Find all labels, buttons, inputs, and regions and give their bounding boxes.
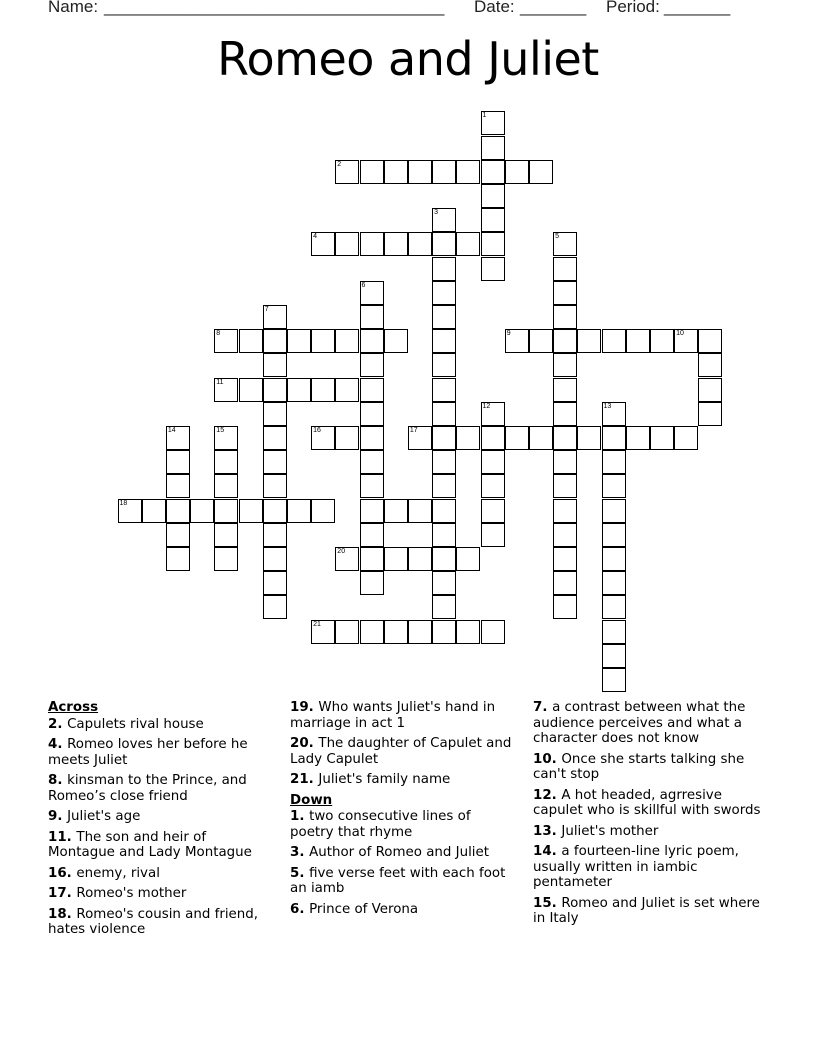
clue-number: 6 bbox=[361, 281, 366, 289]
grid-cell[interactable] bbox=[384, 547, 408, 571]
grid-cell[interactable] bbox=[529, 160, 553, 184]
grid-cell[interactable] bbox=[481, 523, 505, 547]
clue-list bbox=[0, 700, 816, 1000]
grid-cell[interactable] bbox=[481, 208, 505, 232]
clue-column-2 bbox=[290, 700, 516, 922]
clue-item-text: five verse feet with each foot an iamb bbox=[290, 865, 506, 896]
name-label: Name: bbox=[48, 0, 99, 16]
grid-cell[interactable] bbox=[456, 426, 480, 450]
clue-column-1 bbox=[48, 700, 274, 943]
grid-cell[interactable] bbox=[456, 620, 480, 644]
clue-item: 5. five verse feet with each foot an iamb bbox=[290, 865, 506, 896]
clue-item-number: 8 bbox=[48, 773, 58, 788]
clue-item: 4. Romeo loves her before he meets Juliet bbox=[48, 737, 248, 768]
grid-cell[interactable] bbox=[432, 547, 456, 571]
grid-cell[interactable] bbox=[432, 450, 456, 474]
grid-cell[interactable] bbox=[432, 353, 456, 377]
clue-item: 10. Once she starts talking she can't stop bbox=[533, 751, 745, 782]
grid-cell[interactable] bbox=[602, 571, 626, 595]
grid-cell[interactable] bbox=[384, 160, 408, 184]
clue-item: 14. a fourteen-line lyric poem, usually written in iambic pentameter bbox=[533, 844, 739, 890]
grid-cell[interactable] bbox=[553, 474, 577, 498]
grid-cell[interactable] bbox=[287, 378, 311, 402]
grid-cell[interactable] bbox=[432, 378, 456, 402]
grid-cell[interactable] bbox=[360, 499, 384, 523]
grid-cell[interactable] bbox=[553, 523, 577, 547]
grid-cell[interactable] bbox=[263, 499, 287, 523]
grid-cell[interactable] bbox=[698, 378, 722, 402]
across-heading: Across bbox=[48, 700, 99, 715]
grid-cell[interactable] bbox=[214, 378, 238, 402]
grid-cell[interactable] bbox=[481, 136, 505, 160]
grid-cell[interactable] bbox=[166, 547, 190, 571]
clue-item-number: 2 bbox=[48, 716, 58, 732]
grid-cell[interactable] bbox=[432, 281, 456, 305]
grid-cell[interactable] bbox=[432, 329, 456, 353]
grid-cell[interactable] bbox=[263, 426, 287, 450]
grid-cell[interactable] bbox=[602, 668, 626, 692]
grid-cell[interactable] bbox=[481, 450, 505, 474]
clue-item-text: Author of Romeo and Juliet bbox=[309, 845, 490, 860]
grid-cell[interactable] bbox=[432, 402, 456, 426]
grid-cell[interactable] bbox=[602, 547, 626, 571]
grid-cell[interactable] bbox=[432, 160, 456, 184]
grid-cell[interactable] bbox=[190, 499, 214, 523]
grid-cell[interactable] bbox=[311, 426, 335, 450]
clue-item-number: 14 bbox=[533, 844, 552, 859]
clue-item-text: Romeo's cousin and friend, hates violence bbox=[48, 906, 259, 937]
grid-cell[interactable] bbox=[360, 305, 384, 329]
grid-cell[interactable] bbox=[263, 595, 287, 619]
grid-cell[interactable] bbox=[360, 547, 384, 571]
grid-cell[interactable] bbox=[432, 257, 456, 281]
clue-item-number: 11 bbox=[48, 829, 67, 845]
clue-item: 15. Romeo and Juliet is set where in Italy bbox=[533, 895, 760, 926]
date-line: _______ bbox=[520, 0, 587, 16]
clue-item-number: 19 bbox=[290, 700, 309, 715]
grid-cell[interactable] bbox=[166, 474, 190, 498]
name-line: ____________________________________ bbox=[104, 0, 445, 16]
grid-cell[interactable] bbox=[481, 620, 505, 644]
grid-cell[interactable] bbox=[481, 499, 505, 523]
grid-cell[interactable] bbox=[553, 595, 577, 619]
grid-cell[interactable] bbox=[553, 305, 577, 329]
clue-item-text: two consecutive lines of poetry that rhyme bbox=[290, 809, 471, 840]
clue-item: 11. The son and heir of Montague and Lady Montague bbox=[48, 829, 252, 860]
clue-item-text: Romeo's mother bbox=[76, 886, 187, 901]
grid-cell[interactable] bbox=[481, 232, 505, 256]
grid-cell[interactable] bbox=[311, 329, 335, 353]
clue-item: 17. Romeo's mother bbox=[48, 886, 187, 901]
grid-cell[interactable] bbox=[481, 111, 505, 135]
clue-item: 16. enemy, rival bbox=[48, 865, 160, 881]
grid-cell[interactable] bbox=[553, 450, 577, 474]
grid-cell[interactable] bbox=[166, 426, 190, 450]
grid-cell[interactable] bbox=[335, 620, 359, 644]
grid-cell[interactable] bbox=[311, 378, 335, 402]
grid-cell[interactable] bbox=[142, 499, 166, 523]
grid-cell[interactable] bbox=[263, 305, 287, 329]
grid-cell[interactable] bbox=[432, 232, 456, 256]
clue-item-number: 13 bbox=[533, 823, 552, 839]
clue-item-text: Juliet's family name bbox=[318, 772, 451, 787]
clue-item-text: Capulets rival house bbox=[67, 716, 204, 732]
clue-item-text: a contrast between what the audience perceives and what a character does not know bbox=[533, 700, 746, 746]
grid-cell[interactable] bbox=[674, 329, 698, 353]
grid-cell[interactable] bbox=[553, 402, 577, 426]
grid-cell[interactable] bbox=[602, 523, 626, 547]
grid-cell[interactable] bbox=[214, 474, 238, 498]
grid-cell[interactable] bbox=[481, 184, 505, 208]
grid-cell[interactable] bbox=[553, 378, 577, 402]
grid-cell[interactable] bbox=[432, 499, 456, 523]
grid-cell[interactable] bbox=[263, 523, 287, 547]
clue-item-number: 3 bbox=[290, 845, 300, 860]
grid-cell[interactable] bbox=[360, 402, 384, 426]
grid-cell[interactable] bbox=[553, 499, 577, 523]
grid-cell[interactable] bbox=[602, 595, 626, 619]
grid-cell[interactable] bbox=[118, 499, 142, 523]
clue-number: 7 bbox=[264, 305, 269, 313]
grid-cell[interactable] bbox=[214, 547, 238, 571]
grid-cell[interactable] bbox=[602, 474, 626, 498]
grid-cell[interactable] bbox=[360, 523, 384, 547]
clue-item-text: Juliet's mother bbox=[561, 823, 659, 839]
grid-cell[interactable] bbox=[263, 450, 287, 474]
grid-cell[interactable] bbox=[553, 547, 577, 571]
clue-item: 3. Author of Romeo and Juliet bbox=[290, 845, 490, 860]
grid-cell[interactable] bbox=[214, 329, 238, 353]
grid-cell[interactable] bbox=[456, 232, 480, 256]
grid-cell[interactable] bbox=[166, 499, 190, 523]
grid-cell[interactable] bbox=[239, 378, 263, 402]
clue-item: 21. Juliet's family name bbox=[290, 772, 451, 787]
clue-item-number: 16 bbox=[48, 865, 67, 881]
date-label: Date: bbox=[474, 0, 515, 16]
grid-cell[interactable] bbox=[408, 620, 432, 644]
grid-cell[interactable] bbox=[335, 160, 359, 184]
grid-cell[interactable] bbox=[311, 232, 335, 256]
grid-cell[interactable] bbox=[384, 329, 408, 353]
grid-cell[interactable] bbox=[602, 450, 626, 474]
grid-cell[interactable] bbox=[263, 402, 287, 426]
grid-cell[interactable] bbox=[287, 499, 311, 523]
clue-item-number: 15 bbox=[533, 895, 552, 911]
grid-cell[interactable] bbox=[553, 329, 577, 353]
grid-cell[interactable] bbox=[360, 450, 384, 474]
grid-cell[interactable] bbox=[553, 426, 577, 450]
clue-item-number: 5 bbox=[290, 865, 300, 881]
clue-number: 2 bbox=[337, 160, 342, 168]
clue-number: 17 bbox=[409, 426, 418, 434]
clue-item: 6. Prince of Verona bbox=[290, 901, 419, 917]
grid-cell[interactable] bbox=[456, 547, 480, 571]
grid-cell[interactable] bbox=[602, 426, 626, 450]
grid-cell[interactable] bbox=[529, 426, 553, 450]
grid-cell[interactable] bbox=[456, 160, 480, 184]
grid-cell[interactable] bbox=[577, 426, 601, 450]
clue-item-text: enemy, rival bbox=[76, 865, 160, 881]
grid-cell[interactable] bbox=[239, 499, 263, 523]
clue-number: 11 bbox=[216, 378, 224, 386]
grid-cell[interactable] bbox=[602, 402, 626, 426]
grid-cell[interactable] bbox=[505, 426, 529, 450]
grid-cell[interactable] bbox=[553, 232, 577, 256]
clue-item-text: The son and heir of Montague and Lady Montague bbox=[48, 829, 252, 860]
clue-item-number: 21 bbox=[290, 772, 309, 787]
grid-cell[interactable] bbox=[360, 329, 384, 353]
grid-cell[interactable] bbox=[408, 426, 432, 450]
grid-cell[interactable] bbox=[481, 257, 505, 281]
grid-cell[interactable] bbox=[432, 474, 456, 498]
grid-cell[interactable] bbox=[432, 595, 456, 619]
grid-cell[interactable] bbox=[602, 620, 626, 644]
clue-number: 5 bbox=[555, 233, 559, 241]
clue-item: 18. Romeo's cousin and friend, hates violence bbox=[48, 906, 259, 937]
grid-cell[interactable] bbox=[553, 571, 577, 595]
grid-cell[interactable] bbox=[602, 499, 626, 523]
clue-number: 18 bbox=[119, 499, 128, 507]
grid-cell[interactable] bbox=[481, 426, 505, 450]
grid-cell[interactable] bbox=[505, 160, 529, 184]
grid-cell[interactable] bbox=[384, 499, 408, 523]
grid-cell[interactable] bbox=[263, 329, 287, 353]
grid-cell[interactable] bbox=[263, 474, 287, 498]
grid-cell[interactable] bbox=[239, 329, 263, 353]
clue-number: 10 bbox=[676, 330, 684, 338]
grid-cell[interactable] bbox=[481, 160, 505, 184]
grid-cell[interactable] bbox=[335, 232, 359, 256]
grid-cell[interactable] bbox=[214, 523, 238, 547]
grid-cell[interactable] bbox=[214, 450, 238, 474]
clue-item: 7. a contrast between what the audience perceives and what a character does not know bbox=[533, 700, 746, 746]
clue-number: 1 bbox=[482, 112, 487, 120]
grid-cell[interactable] bbox=[263, 378, 287, 402]
grid-cell[interactable] bbox=[263, 571, 287, 595]
grid-cell[interactable] bbox=[263, 353, 287, 377]
grid-cell[interactable] bbox=[505, 329, 529, 353]
grid-cell[interactable] bbox=[384, 620, 408, 644]
grid-cell[interactable] bbox=[602, 329, 626, 353]
clue-item-number: 10 bbox=[533, 751, 552, 767]
grid-cell[interactable] bbox=[214, 499, 238, 523]
grid-cell[interactable] bbox=[698, 329, 722, 353]
grid-cell[interactable] bbox=[674, 426, 698, 450]
grid-cell[interactable] bbox=[432, 523, 456, 547]
grid-cell[interactable] bbox=[360, 353, 384, 377]
grid-cell[interactable] bbox=[408, 499, 432, 523]
clue-column-3 bbox=[533, 700, 769, 932]
clue-item-text: The daughter of Capulet and Lady Capulet bbox=[290, 736, 512, 767]
grid-cell[interactable] bbox=[698, 402, 722, 426]
grid-cell[interactable] bbox=[384, 232, 408, 256]
clue-number: 3 bbox=[434, 209, 438, 217]
clue-item: 2. Capulets rival house bbox=[48, 716, 204, 732]
grid-cell[interactable] bbox=[481, 474, 505, 498]
clue-item-number: 9 bbox=[48, 809, 58, 824]
grid-cell[interactable] bbox=[335, 426, 359, 450]
grid-cell[interactable] bbox=[263, 547, 287, 571]
grid-cell[interactable] bbox=[529, 329, 553, 353]
grid-cell[interactable] bbox=[432, 571, 456, 595]
clue-number: 4 bbox=[313, 233, 317, 241]
grid-cell[interactable] bbox=[360, 474, 384, 498]
clue-number: 14 bbox=[167, 426, 176, 434]
grid-cell[interactable] bbox=[432, 305, 456, 329]
clue-item-text: Prince of Verona bbox=[309, 901, 419, 917]
grid-cell[interactable] bbox=[650, 329, 674, 353]
grid-cell[interactable] bbox=[311, 499, 335, 523]
clue-item: 9. Juliet's age bbox=[48, 809, 141, 824]
grid-cell[interactable] bbox=[335, 378, 359, 402]
clue-item-text: kinsman to the Prince, and Romeo’s close friend bbox=[48, 773, 247, 804]
down-heading: Down bbox=[290, 792, 333, 808]
grid-cell[interactable] bbox=[166, 450, 190, 474]
grid-cell[interactable] bbox=[335, 547, 359, 571]
clue-item-number: 6 bbox=[290, 901, 300, 917]
clue-number: 8 bbox=[216, 330, 221, 338]
grid-cell[interactable] bbox=[432, 208, 456, 232]
clue-item: 12. A hot headed, agrresive capulet who is skillful with swords bbox=[533, 787, 761, 818]
grid-cell[interactable] bbox=[360, 378, 384, 402]
clue-item-text: Romeo and Juliet is set where in Italy bbox=[533, 895, 760, 926]
grid-cell[interactable] bbox=[577, 329, 601, 353]
clue-item: 20. The daughter of Capulet and Lady Capulet bbox=[290, 736, 512, 767]
clue-item: 1. two consecutive lines of poetry that rhyme bbox=[290, 809, 471, 840]
clue-item-number: 18 bbox=[48, 906, 67, 922]
clue-item-number: 20 bbox=[290, 736, 309, 751]
grid-cell[interactable] bbox=[626, 329, 650, 353]
clue-item-number: 4 bbox=[48, 737, 58, 752]
grid-cell[interactable] bbox=[360, 571, 384, 595]
clue-item-text: Once she starts talking she can't stop bbox=[533, 751, 745, 782]
grid-cell[interactable] bbox=[553, 353, 577, 377]
grid-cell[interactable] bbox=[626, 426, 650, 450]
grid-cell[interactable] bbox=[650, 426, 674, 450]
page-title: Romeo and Juliet bbox=[217, 32, 599, 86]
clue-number: 20 bbox=[337, 547, 346, 555]
clue-item: 19. Who wants Juliet's hand in marriage in act 1 bbox=[290, 700, 496, 731]
clue-item-number: 17 bbox=[48, 886, 67, 901]
grid-cell[interactable] bbox=[481, 402, 505, 426]
grid-cell[interactable] bbox=[360, 426, 384, 450]
grid-cell[interactable] bbox=[602, 644, 626, 668]
grid-cell[interactable] bbox=[335, 329, 359, 353]
grid-cell[interactable] bbox=[553, 281, 577, 305]
clue-item: 13. Juliet's mother bbox=[533, 823, 659, 839]
clue-item-text: A hot headed, agrresive capulet who is skillful with swords bbox=[533, 787, 761, 818]
clue-item-number: 1 bbox=[290, 809, 300, 824]
clue-item-text: Romeo loves her before he meets Juliet bbox=[48, 737, 248, 768]
grid-cell[interactable] bbox=[166, 523, 190, 547]
grid-cell[interactable] bbox=[408, 547, 432, 571]
clue-number: 12 bbox=[482, 402, 491, 410]
clue-number: 21 bbox=[313, 620, 321, 628]
grid-cell[interactable] bbox=[360, 620, 384, 644]
clue-item-text: a fourteen-line lyric poem, usually written in iambic pentameter bbox=[533, 844, 739, 890]
grid-cell[interactable] bbox=[408, 232, 432, 256]
clue-item: 8. kinsman to the Prince, and Romeo’s close friend bbox=[48, 773, 247, 804]
clue-item-number: 12 bbox=[533, 787, 552, 803]
grid-cell[interactable] bbox=[698, 353, 722, 377]
clue-number: 13 bbox=[603, 402, 612, 410]
period-line: _______ bbox=[664, 0, 731, 16]
grid-cell[interactable] bbox=[287, 329, 311, 353]
clue-number: 9 bbox=[506, 330, 511, 338]
grid-cell[interactable] bbox=[214, 426, 238, 450]
grid-cell[interactable] bbox=[408, 160, 432, 184]
grid-cell[interactable] bbox=[360, 281, 384, 305]
grid-cell[interactable] bbox=[432, 620, 456, 644]
clue-item-number: 7 bbox=[533, 700, 543, 715]
grid-cell[interactable] bbox=[553, 257, 577, 281]
clue-number: 15 bbox=[216, 426, 225, 434]
grid-cell[interactable] bbox=[360, 160, 384, 184]
clue-item-text: Who wants Juliet's hand in marriage in act 1 bbox=[290, 700, 496, 731]
grid-cell[interactable] bbox=[360, 232, 384, 256]
clue-item-text: Juliet's age bbox=[67, 809, 141, 824]
grid-cell[interactable] bbox=[432, 426, 456, 450]
period-label: Period: bbox=[606, 0, 660, 16]
grid-cell[interactable] bbox=[311, 620, 335, 644]
clue-number: 16 bbox=[313, 426, 321, 434]
